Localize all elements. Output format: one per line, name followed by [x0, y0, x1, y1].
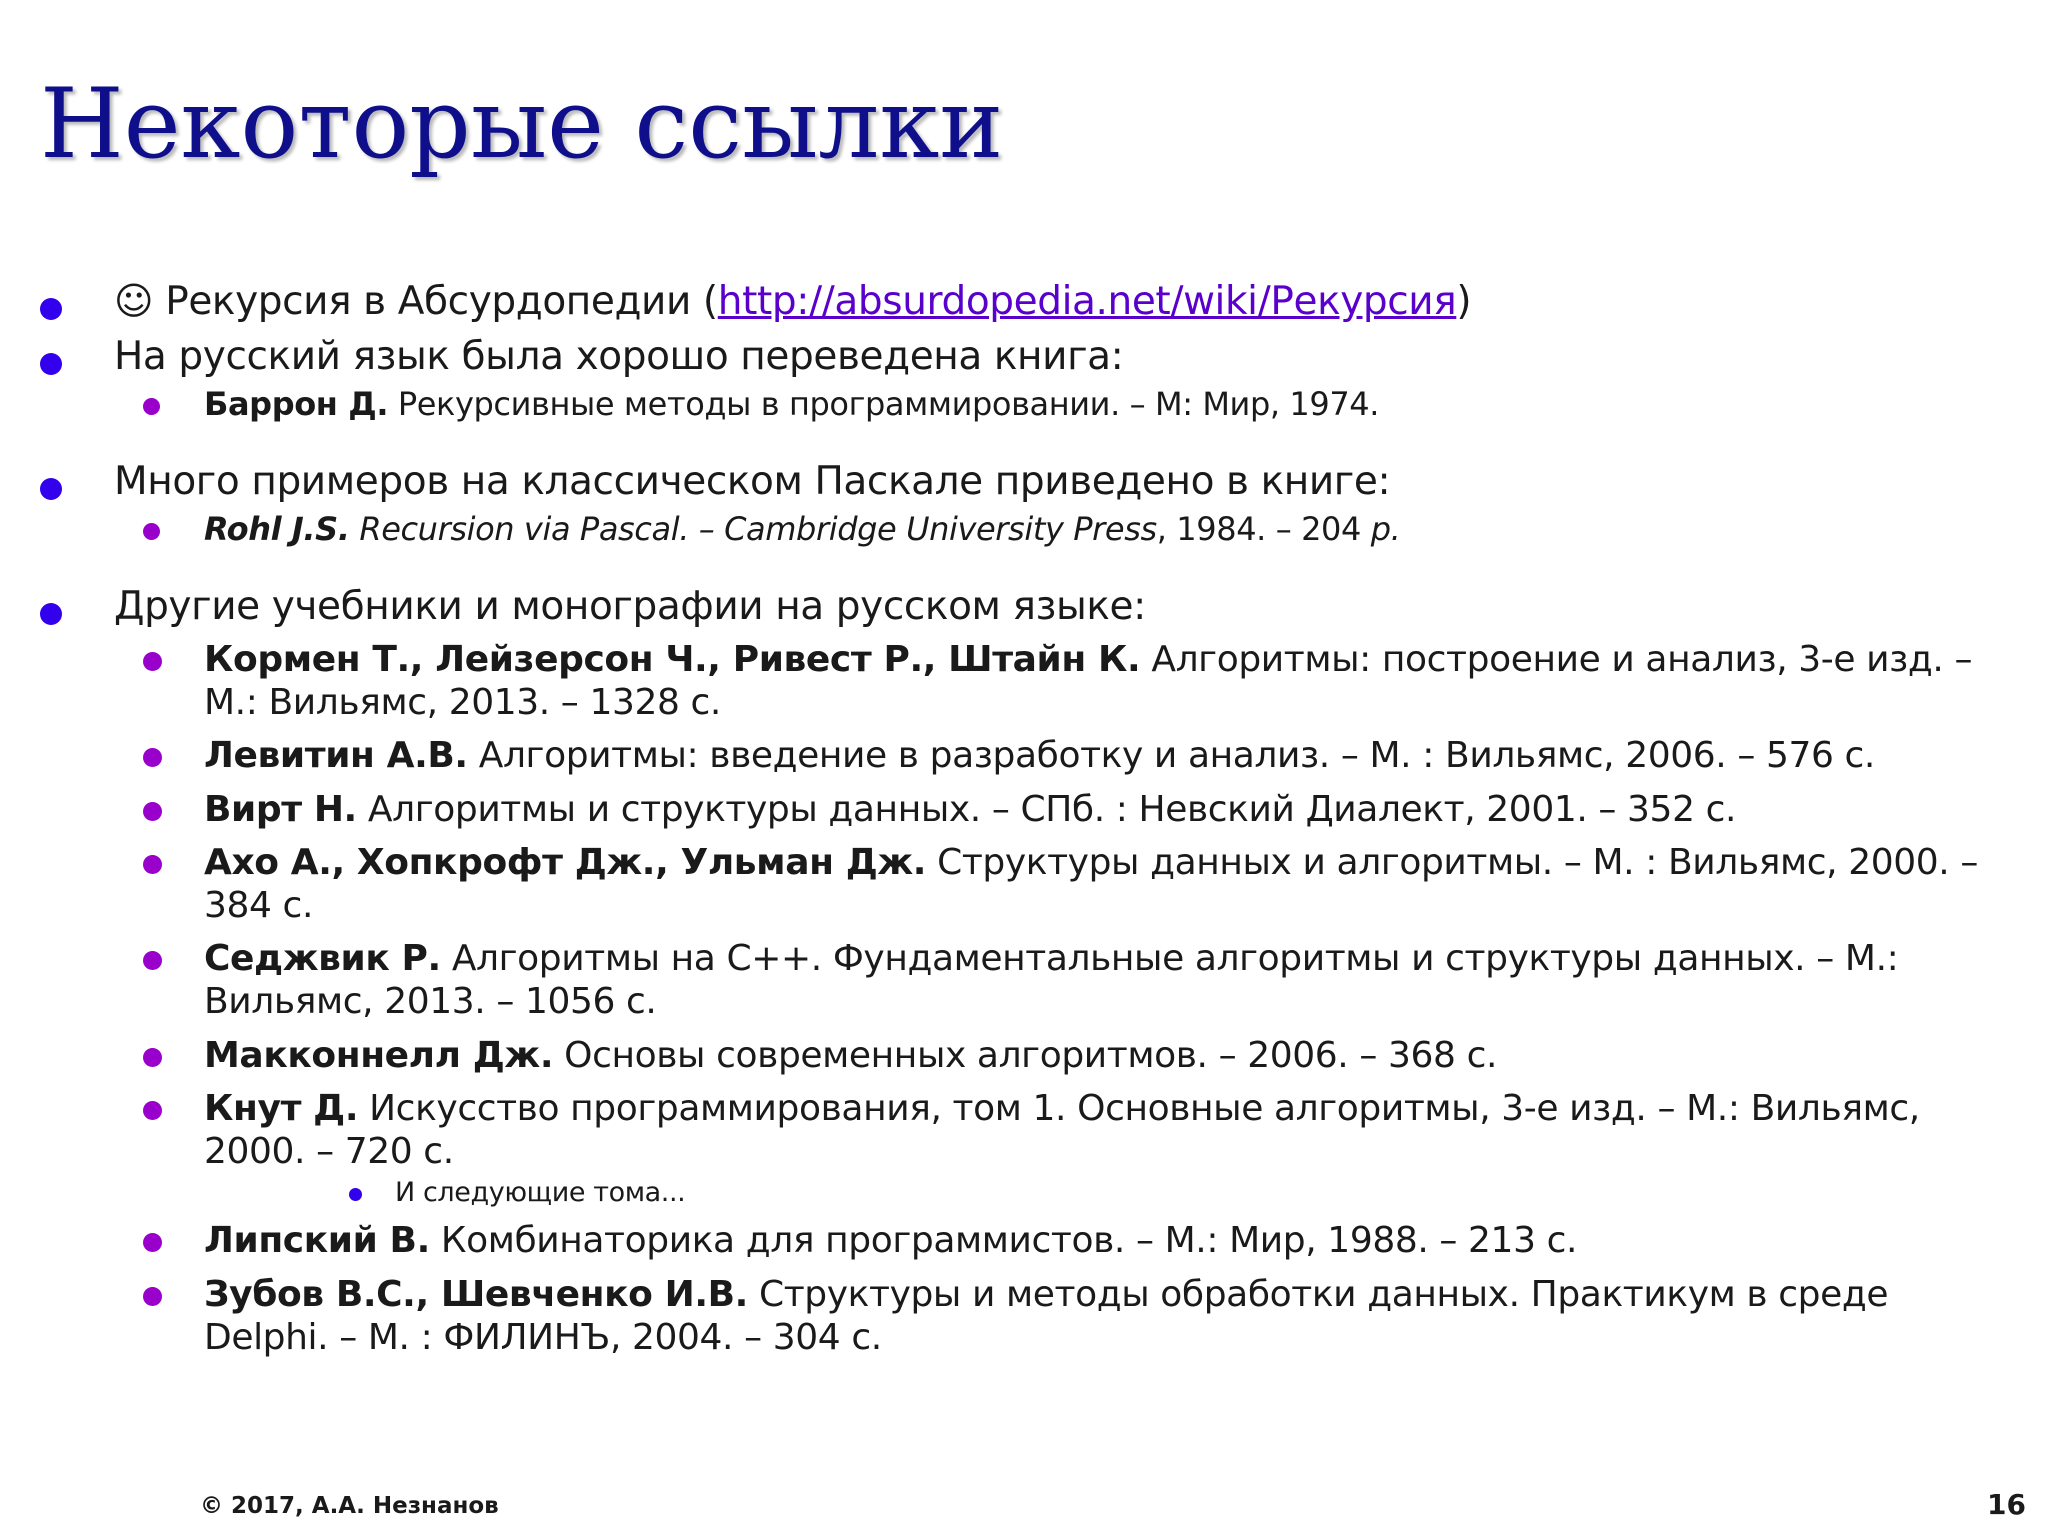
bullet-icon: [40, 353, 62, 375]
book-details: Алгоритмы на С++. Фундаментальные алгоритмы и структуры данных. – М.: Вильямс, 2013. – 1056 с.: [204, 938, 1899, 1023]
book-author: Ахо А., Хопкрофт Дж., Ульман Дж.: [204, 841, 927, 883]
sub-item-zubov: [0, 1273, 1990, 1359]
bullet-icon: [143, 855, 162, 874]
book-author: Rohl J.S.: [204, 510, 350, 549]
absurdopedia-link[interactable]: http://absurdopedia.net/wiki/Рекурсия: [717, 279, 1457, 324]
sub-item-knuth: [0, 1087, 1990, 1173]
bullet-icon: [143, 652, 162, 671]
slide-title: Некоторые ссылки: [40, 68, 1004, 180]
list-item-absurdopedia: [0, 281, 1974, 323]
bullet-icon: [143, 1048, 162, 1067]
bullet-icon: [143, 1287, 162, 1306]
item-text: И следующие тома...: [395, 1177, 686, 1209]
item-text: На русский язык была хорошо переведена книга:: [114, 334, 1124, 380]
sub-item-barron: [0, 386, 1800, 423]
book-details: Алгоритмы: построение и анализ, 3-е изд. – М.: Вильямс, 2013. – 1328 с.: [204, 639, 1973, 724]
book-details: Структуры данных и алгоритмы. – М. : Вильямс, 2000. – 384 с.: [204, 841, 1978, 926]
book-details: Алгоритмы и структуры данных. – СПб. : Невский Диалект, 2001. – 352 с.: [356, 788, 1737, 830]
book-author: Кнут Д.: [204, 1087, 359, 1129]
book-details: Искусство программирования, том 1. Основные алгоритмы, 3-е изд. – М.: Вильямс, 2000. – 720 с.: [204, 1087, 1920, 1172]
book-author: Макконнелл Дж.: [204, 1034, 554, 1076]
book-details: , 1984. – 204: [1156, 510, 1371, 549]
reference-list: [0, 268, 2048, 1359]
bullet-icon: [143, 802, 162, 821]
page-number: 16: [1987, 1488, 2026, 1521]
book-details: Основы современных алгоритмов. – 2006. – 368 с.: [553, 1034, 1498, 1076]
book-details: Комбинаторика для программистов. – М.: Мир, 1988. – 213 с.: [429, 1220, 1578, 1262]
book-title: Recursion via Pascal. – Cambridge University Press: [349, 510, 1157, 549]
sub-item-cormen: [0, 638, 1990, 724]
sub-item-sedgewick: [0, 937, 1990, 1023]
footer-copyright: © 2017, А.А. Незнанов: [200, 1493, 499, 1519]
book-author: Кормен Т., Лейзерсон Ч., Ривест Р., Штайн К.: [204, 639, 1141, 681]
sub-item-rohl: [0, 511, 1800, 548]
item-text: Другие учебники и монографии на русском языке:: [114, 583, 1146, 629]
book-details: Структуры и методы обработки данных. Практикум в среде Delphi. – М. : ФИЛИНЪ, 2004. – 304 с.: [204, 1273, 1889, 1358]
book-author: Баррон Д.: [204, 385, 389, 424]
sub-item-mcconnell: [0, 1034, 1990, 1077]
book-author: Седжвик Р.: [204, 938, 441, 980]
bullet-icon: [40, 478, 62, 500]
item-text: Рекурсия в Абсурдопедии (: [153, 279, 718, 324]
sub-item-lipski: [0, 1219, 1990, 1262]
bullet-icon: [40, 603, 62, 625]
bullet-icon: [40, 298, 62, 320]
book-author: Вирт Н.: [204, 788, 357, 830]
list-item-other-textbooks: [0, 583, 1974, 629]
sub-item-levitin: [0, 734, 1990, 777]
book-details: Рекурсивные методы в программировании. – М: Мир, 1974.: [388, 385, 1380, 424]
smiley-icon: ☺: [114, 279, 154, 323]
book-pages-unit: p.: [1370, 510, 1401, 549]
sub-item-wirth: [0, 788, 1990, 831]
bullet-icon: [143, 1101, 162, 1120]
sub-sub-item-next-volumes: [0, 1177, 2048, 1209]
list-item-pascal-examples: [0, 461, 1974, 503]
item-text-after: ): [1456, 279, 1472, 324]
book-author: Левитин А.В.: [204, 735, 468, 777]
bullet-icon: [143, 1233, 162, 1252]
bullet-icon: [143, 523, 160, 540]
item-text: Много примеров на классическом Паскале приведено в книге:: [114, 459, 1391, 505]
book-author: Зубов В.С., Шевченко И.В.: [204, 1273, 748, 1315]
list-item-translated-book: [0, 336, 1974, 378]
sub-item-aho: [0, 841, 1990, 927]
bullet-icon: [143, 748, 162, 767]
book-author: Липский В.: [204, 1220, 430, 1262]
bullet-icon: [143, 951, 162, 970]
bullet-icon: [143, 398, 160, 415]
book-details: Алгоритмы: введение в разработку и анализ. – М. : Вильямс, 2006. – 576 с.: [467, 735, 1875, 777]
bullet-icon: [349, 1188, 362, 1201]
